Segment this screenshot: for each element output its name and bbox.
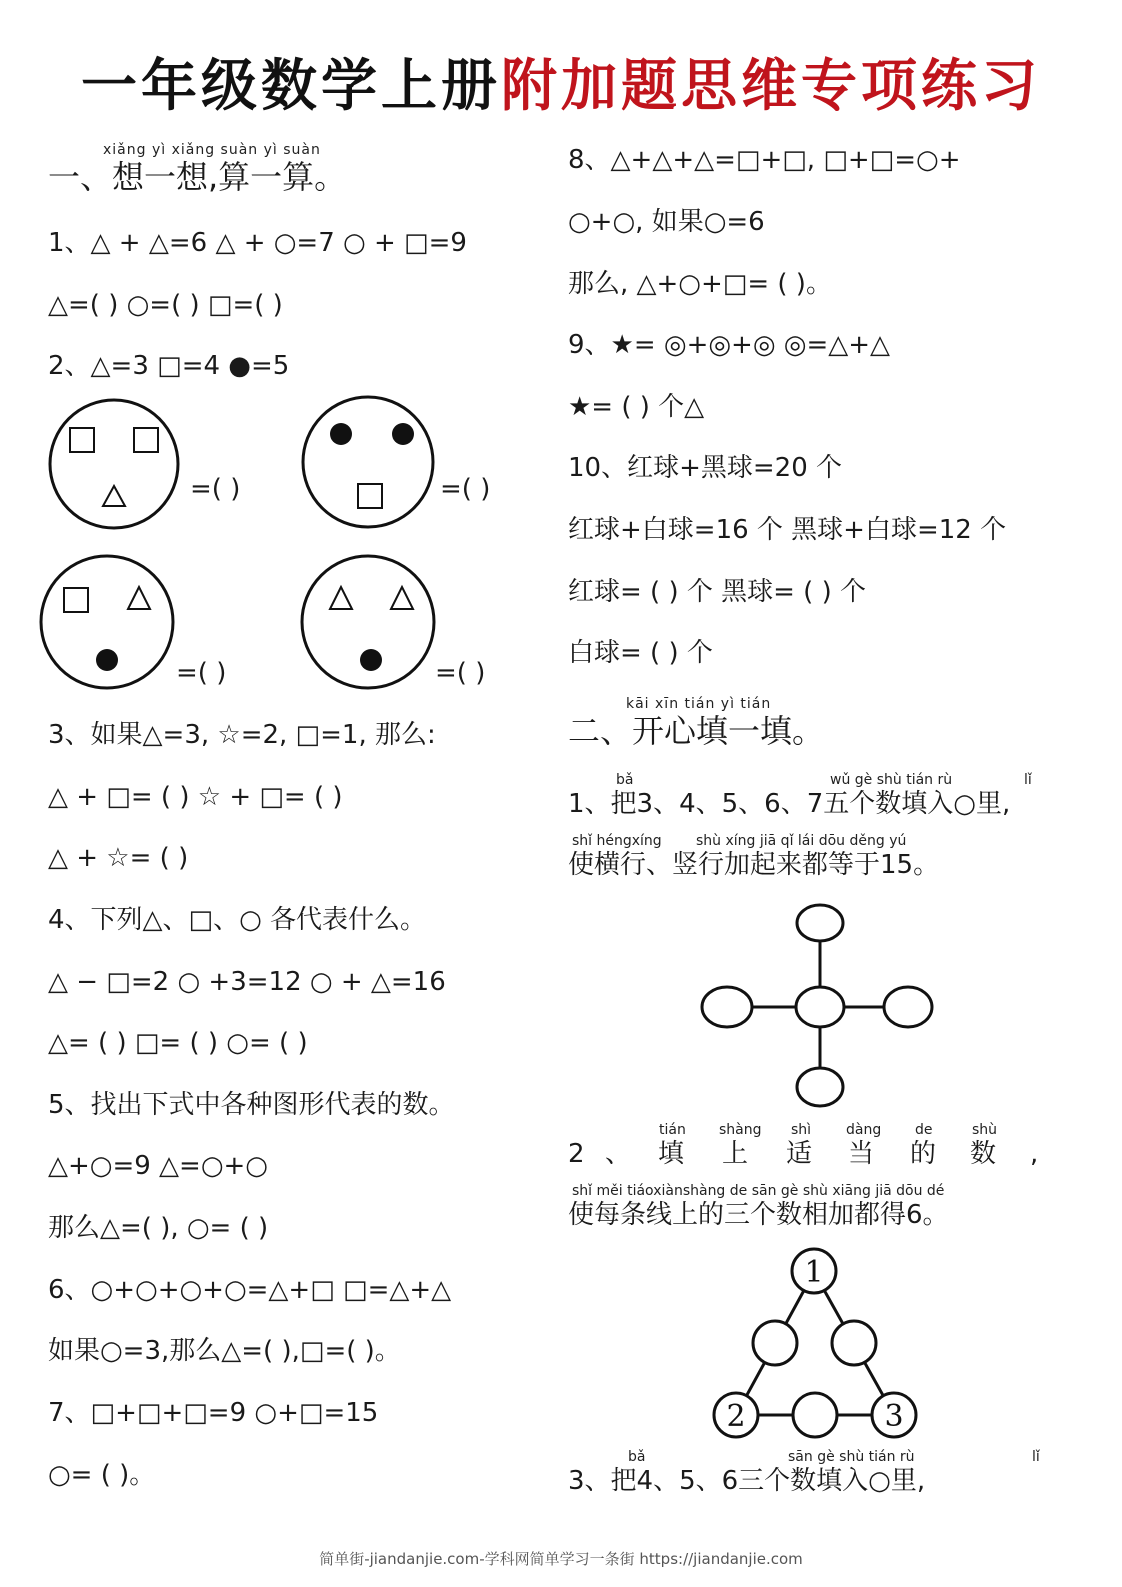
- square-shape: [64, 588, 88, 612]
- s2q2-py-tian: tián: [659, 1122, 686, 1138]
- s2q2-char-tian: 填: [658, 1139, 685, 1169]
- circle-label-2: 2: [726, 1399, 746, 1434]
- q4-line2: △ − □=2 ○ +3=12 ○ + △=16: [48, 967, 446, 997]
- q6-line1: 6、○+○+○+○=△+□ □=△+△: [48, 1275, 452, 1305]
- black-dot-shape: [360, 649, 382, 671]
- s2q2-char-end: ,: [1030, 1139, 1039, 1169]
- page-footer: 简单街-jiandanjie.com-学科网简单学习一条街 https://jiandanjie.com: [319, 1550, 803, 1568]
- black-dot-shape: [392, 423, 414, 445]
- s2q2-py-dang: dàng: [846, 1122, 882, 1138]
- q8-line1: 8、△+△+△=□+□, □+□=○+: [568, 145, 961, 175]
- section1-pinyin: xiǎng yì xiǎng suàn yì suàn: [103, 142, 321, 158]
- s2q2-char-dang: 当: [848, 1139, 875, 1169]
- face-figure-2: [301, 398, 435, 528]
- q3-line2: △ + □= ( ) ☆ + □= ( ): [48, 782, 343, 812]
- face2-answer: =( ): [440, 474, 491, 504]
- q5-line3: 那么△=( ), ○= ( ): [48, 1213, 269, 1243]
- s2q3-pinyin-ba: bǎ: [628, 1449, 646, 1465]
- s2q2-char-shu: 数: [970, 1139, 997, 1169]
- blank-circle: [796, 987, 844, 1027]
- s2q2-char-comma: 、: [605, 1139, 632, 1169]
- black-dot-shape: [330, 423, 352, 445]
- s2q2-py-shang: shàng: [719, 1122, 762, 1138]
- black-dot-shape: [96, 649, 118, 671]
- blank-circle: [797, 905, 843, 941]
- q6-line2: 如果○=3,那么△=( ),□=( )。: [48, 1336, 401, 1366]
- triangle-shape: [128, 587, 150, 609]
- q4-line3: △= ( ) □= ( ) ○= ( ): [48, 1028, 308, 1058]
- face-figure-3: [40, 556, 174, 688]
- face4-answer: =( ): [435, 658, 486, 688]
- section2-heading: 二、开心填一填。: [568, 712, 825, 750]
- s2q2-char-shi: 适: [786, 1139, 813, 1169]
- s2q1-pinyin-hengxing: shǐ héngxíng: [572, 833, 662, 849]
- q8-line2: ○+○, 如果○=6: [568, 207, 765, 237]
- q1-line1: 1、△ + △=6 △ + ○=7 ○ + □=9: [48, 228, 467, 258]
- square-shape: [134, 428, 158, 452]
- s2q3-pinyin-li: lǐ: [1032, 1449, 1040, 1465]
- section1-heading: 一、想一想,算一算。: [48, 158, 347, 196]
- q5-line2: △+○=9 △=○+○: [48, 1151, 268, 1181]
- triangle-shape: [330, 587, 352, 609]
- s2q2-line2: 使每条线上的三个数相加都得6。: [568, 1200, 949, 1230]
- s2q2-pinyin2: shǐ měi tiáoxiànshàng de sān gè shù xiāng jiā dōu dé: [572, 1183, 945, 1199]
- title-part-black: 一年级数学上册: [81, 54, 501, 119]
- q10-line3: 红球= ( ) 个 黑球= ( ) 个: [568, 577, 866, 607]
- q4-line1: 4、下列△、□、○ 各代表什么。: [48, 905, 427, 935]
- blank-circle: [797, 1068, 843, 1106]
- s2q2-char-2: 2: [568, 1139, 585, 1169]
- q3-line1: 3、如果△=3, ☆=2, □=1, 那么:: [48, 720, 436, 750]
- s2q1-pinyin-li: lǐ: [1024, 772, 1032, 788]
- title-part-red: 附加题思维专项练习: [501, 54, 1041, 119]
- s2q3-pinyin-main: sān gè shù tián rù: [788, 1449, 915, 1465]
- face1-answer: =( ): [190, 474, 241, 504]
- square-shape: [358, 484, 382, 508]
- square-shape: [70, 428, 94, 452]
- q3-line3: △ + ☆= ( ): [48, 843, 189, 873]
- q8-line3: 那么, △+○+□= ( )。: [568, 269, 832, 299]
- blank-circle: [702, 987, 752, 1027]
- q5-line1: 5、找出下式中各种图形代表的数。: [48, 1090, 455, 1120]
- triangle-number-figure: [706, 1240, 926, 1450]
- q1-line2: △=( ) ○=( ) □=( ): [48, 290, 283, 320]
- q10-line1: 10、红球+黑球=20 个: [568, 453, 843, 483]
- q10-line2: 红球+白球=16 个 黑球+白球=12 个: [568, 515, 1007, 545]
- blank-circle: [832, 1321, 876, 1365]
- circle-label-3: 3: [884, 1399, 904, 1434]
- page-title: [0, 42, 1122, 122]
- q7-line2: ○= ( )。: [48, 1460, 156, 1490]
- face3-answer: =( ): [176, 658, 227, 688]
- s2q1-line2: 使横行、竖行加起来都等于15。: [568, 850, 940, 880]
- s2q2-char-de: 的: [910, 1139, 937, 1169]
- q9-line1: 9、★= ◎+◎+◎ ◎=△+△: [568, 330, 891, 360]
- q7-line1: 7、□+□+□=9 ○+□=15: [48, 1398, 379, 1428]
- s2q1-pinyin-shuxing: shù xíng jiā qǐ lái dōu děng yú: [696, 833, 907, 849]
- circle-label-1: 1: [804, 1255, 824, 1290]
- face-figure-4: [301, 556, 435, 688]
- s2q2-char-shang: 上: [722, 1139, 749, 1169]
- section2-pinyin: kāi xīn tián yì tián: [626, 696, 772, 712]
- s2q1-pinyin-ba: bǎ: [616, 772, 634, 788]
- q10-line4: 白球= ( ) 个: [568, 638, 713, 668]
- s2q1-pinyin-main: wǔ gè shù tián rù: [830, 772, 953, 788]
- s2q1-line1: 1、把3、4、5、6、7五个数填入○里,: [568, 789, 1011, 819]
- s2q2-py-shi: shì: [791, 1122, 812, 1138]
- s2q3-line1: 3、把4、5、6三个数填入○里,: [568, 1466, 926, 1496]
- blank-circle: [884, 987, 932, 1027]
- cross-number-figure: [700, 900, 940, 1110]
- s2q2-py-shu: shù: [972, 1122, 998, 1138]
- blank-circle: [793, 1393, 837, 1437]
- triangle-shape: [391, 587, 413, 609]
- s2q2-py-de: de: [915, 1122, 933, 1138]
- q2-line1: 2、△=3 □=4 ●=5: [48, 351, 290, 381]
- face-figure-1: [48, 398, 180, 530]
- q9-line2: ★= ( ) 个△: [568, 392, 705, 422]
- triangle-shape: [103, 486, 125, 506]
- blank-circle: [753, 1321, 797, 1365]
